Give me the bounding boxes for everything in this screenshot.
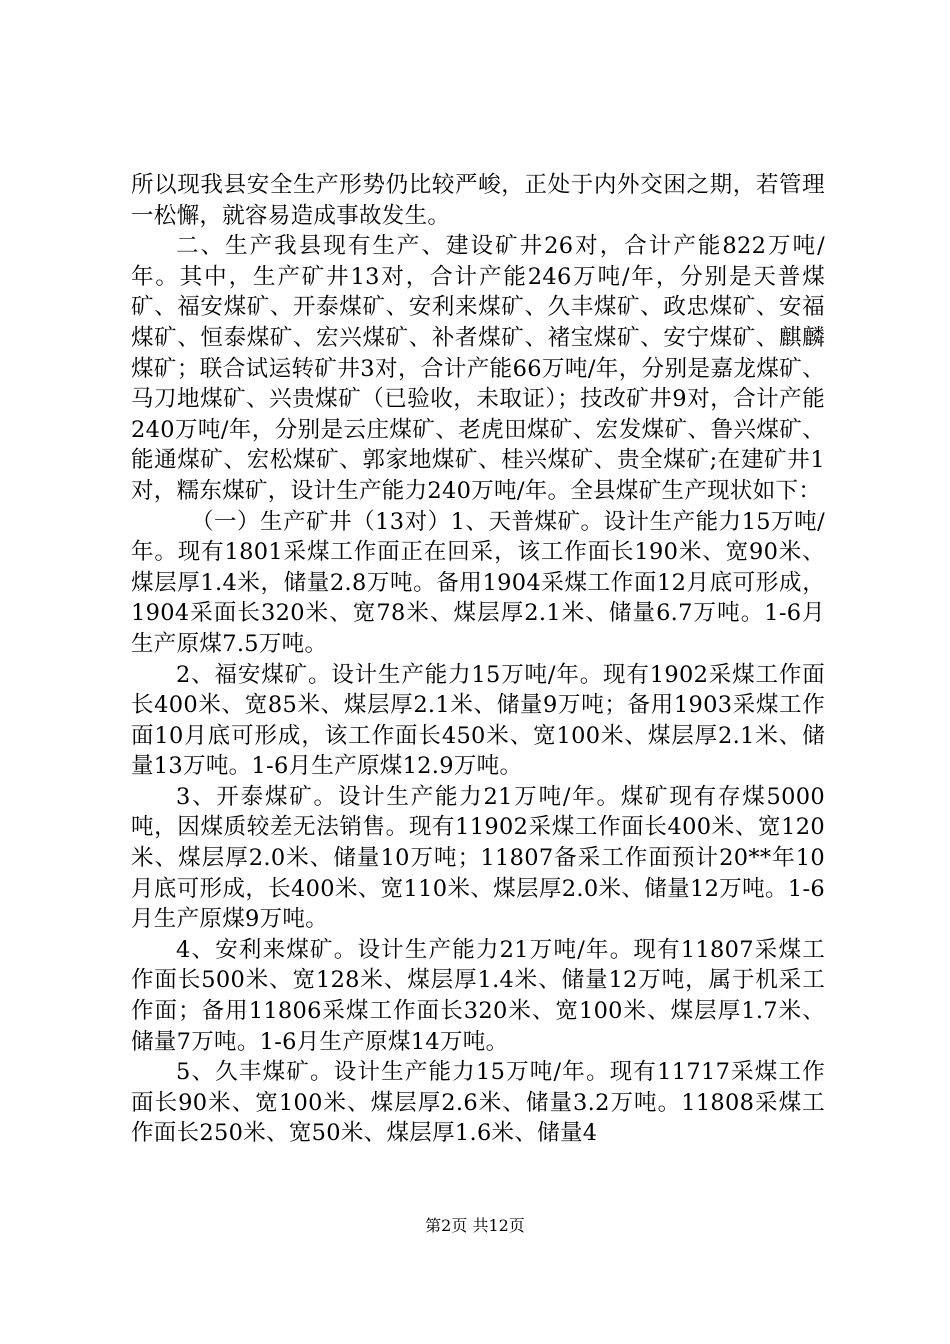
paragraph-fuan-mine: 2、福安煤矿。设计生产能力15万吨/年。现有1902采煤工作面长400米、宽85米、煤层厚2.1米、储量9万吨；备用1903采煤工作面10月底可形成，该工作面长450米、宽100米、煤层厚2.1米、储量13万吨。1-6月生产原煤12.9万吨。 (131, 661, 825, 780)
paragraph-intro: 所以现我县安全生产形势仍比较严峻，正处于内外交困之期，若管理一松懈，就容易造成事故发生。 (131, 172, 825, 229)
paragraph-tianpu-mine: （一）生产矿井（13对）1、天普煤矿。设计生产能力15万吨/年。现有1801采煤工作面正在回采，该工作面长190米、宽90米、煤层厚1.4米，储量2.8万吨。备用1904采煤工作面12月底可形成，1904采面长320米、宽78米、煤层厚2.1米、储量6.7万吨。1-6月生产原煤7.5万吨。 (131, 508, 825, 657)
paragraph-section-two: 二、生产我县现有生产、建设矿井26对，合计产能822万吨/年。其中，生产矿井13对，合计产能246万吨/年，分别是天普煤矿、福安煤矿、开泰煤矿、安利来煤矿、久丰煤矿、政忠煤矿、安福煤矿、恒泰煤矿、宏兴煤矿、补者煤矿、褚宝煤矿、安宁煤矿、麒麟煤矿；联合试运转矿井3对，合计产能66万吨/年，分别是嘉龙煤矿、马刀地煤矿、兴贵煤矿（已验收，未取证）；技改矿井9对，合计产能240万吨/年，分别是云庄煤矿、老虎田煤矿、宏发煤矿、鲁兴煤矿、能通煤矿、宏松煤矿、郭家地煤矿、桂兴煤矿、贵全煤矿;在建矿井1对，糯东煤矿，设计生产能力240万吨/年。全县煤矿生产现状如下： (131, 233, 825, 504)
page-number-footer: 第2页 共12页 (425, 1216, 525, 1235)
paragraph-jiufeng-mine: 5、久丰煤矿。设计生产能力15万吨/年。现有11717采煤工作面长90米、宽100米、煤层厚2.6米、储量3.2万吨。11808采煤工作面长250米、宽50米、煤层厚1.6米、储量4 (131, 1059, 825, 1147)
paragraph-kaitai-mine: 3、开泰煤矿。设计生产能力21万吨/年。煤矿现有存煤5000吨，因煤质较差无法销售。现有11902采煤工作面长400米、宽120米、煤层厚2.0米、储量10万吨；11807备采工作面预计20**年10月底可形成，长400米、宽110米、煤层厚2.0米、储量12万吨。1-6月生产原煤9万吨。 (131, 783, 825, 933)
paragraph-anlilai-mine: 4、安利来煤矿。设计生产能力21万吨/年。现有11807采煤工作面长500米、宽128米、煤层厚1.4米、储量12万吨，属于机采工作面；备用11806采煤工作面长320米、宽100米、煤层厚1.7米、储量7万吨。1-6月生产原煤14万吨。 (131, 936, 825, 1055)
document-body (131, 170, 825, 1149)
